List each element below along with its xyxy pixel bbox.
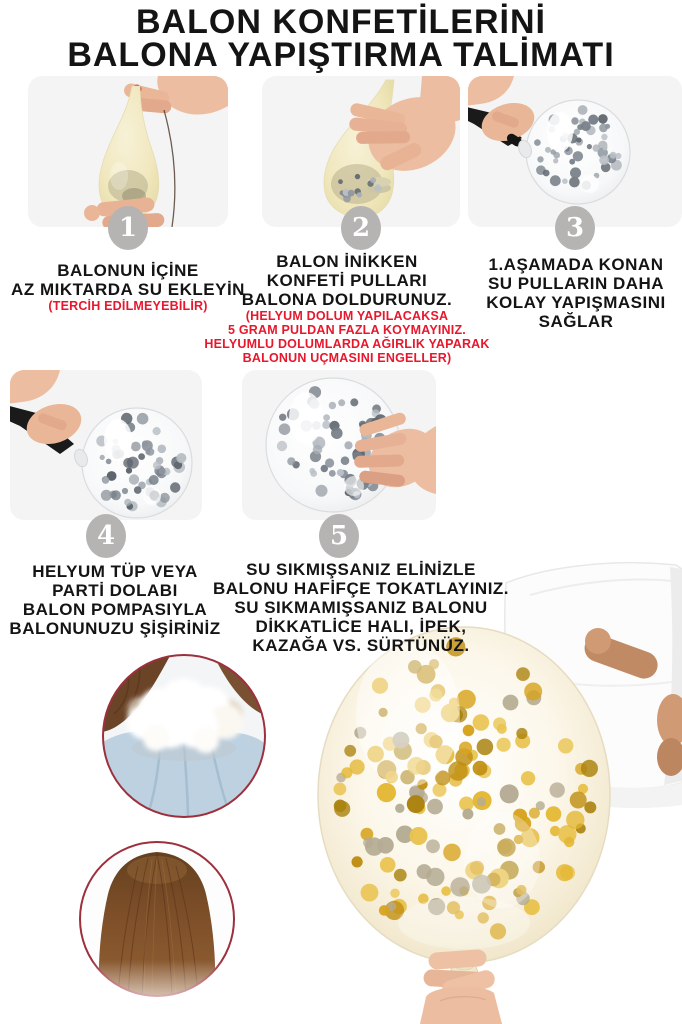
fade-out — [78, 960, 236, 1020]
finger — [356, 131, 410, 144]
finger — [354, 454, 404, 468]
caption-line: BALON İNİKKEN — [276, 252, 418, 271]
caption-note-line: HELYUMLU DOLUMLARDA AĞIRLIK YAPARAK — [204, 337, 490, 351]
photo-hair-circle — [78, 840, 236, 1020]
caption-line: 1.AŞAMADA KONAN — [488, 255, 664, 274]
shine — [547, 112, 573, 152]
shine — [356, 643, 460, 787]
step-3-number — [555, 206, 595, 250]
caption-line: SU PULLARIN DAHA — [487, 274, 665, 293]
balloon-string — [164, 110, 175, 227]
photo-step-4-inflating-balloon — [10, 370, 202, 520]
step2-illustration — [262, 76, 460, 227]
step4-illustration — [10, 370, 202, 520]
caption-line: SU SIKMIŞSANIZ ELİNİZLE — [246, 560, 476, 579]
fur-photo — [100, 652, 268, 820]
caption-note-line: 5 GRAM PULDAN FAZLA KOYMAYINIZ. — [228, 323, 466, 337]
photo-fur-collar-circle — [100, 652, 268, 820]
caption-note-line: (TERCİH EDİLMEYEBİLİR) — [48, 299, 208, 313]
arm — [10, 370, 60, 404]
step-2-number — [341, 206, 381, 250]
shine — [143, 487, 161, 505]
arm — [468, 76, 514, 106]
step1-illustration — [28, 76, 228, 227]
caption-line: PARTİ DOLABI — [52, 581, 178, 600]
caption-line: BALONUN İÇİNE — [57, 261, 199, 280]
shine — [289, 392, 323, 444]
step-3-caption — [486, 255, 666, 331]
step-number-label: 4 — [96, 521, 116, 551]
step-2-caption — [204, 252, 489, 365]
step-5-caption — [213, 560, 509, 655]
shine — [110, 162, 128, 190]
photo-step-2-confetti-fill — [262, 76, 460, 227]
caption-line: BALON POMPASIYLA — [22, 600, 208, 619]
shine — [581, 175, 599, 193]
caption-line: BALONUNUZU ŞİŞİRİNİZ — [9, 619, 221, 638]
shine — [464, 812, 540, 908]
photo-step-5-patting-balloon — [242, 370, 436, 520]
caption-line: BALONA DOLDURUNUZ. — [241, 290, 453, 309]
step-number-label: 3 — [565, 213, 585, 243]
caption-line: KAZAĞA VS. SÜRTÜNÜZ. — [252, 636, 470, 655]
shine — [104, 419, 132, 461]
title-line-2: BALONA YAPIŞTIRMA TALİMATI — [67, 36, 615, 74]
photo-step-3-inflated-balloon — [468, 76, 682, 227]
caption-line: KOLAY YAPIŞMASINI — [486, 293, 666, 312]
caption-line: SAĞLAR — [538, 312, 614, 331]
fingertip — [84, 205, 100, 221]
caption-line: SU SIKMAMIŞSANIZ BALONU — [234, 598, 488, 617]
shine — [398, 897, 530, 949]
caption-line: DİKKATLİCE HALI, İPEK, — [255, 617, 467, 636]
step-number-label: 2 — [351, 213, 371, 243]
caption-line: BALONU HAFİFÇE TOKATLAYINIZ. — [212, 579, 510, 598]
caption-note-line: (HELYUM DOLUM YAPILACAKSA — [245, 309, 449, 323]
step-number-label: 5 — [329, 521, 349, 551]
step-1-number — [108, 206, 148, 250]
caption-line: AZ MIKTARDA SU EKLEYİN — [11, 280, 245, 299]
photo-step-1-water-balloon — [28, 76, 228, 227]
caption-note-line: BALONUN UÇMASINI ENGELLER) — [242, 351, 452, 365]
step-4-caption — [9, 562, 220, 638]
step-5-number — [319, 514, 359, 558]
caption-line: KONFETİ PULLARI — [266, 271, 428, 290]
step-4-number — [86, 514, 126, 558]
caption-line: HELYUM TÜP VEYA — [32, 562, 198, 581]
page-title — [0, 3, 682, 74]
step3-illustration — [468, 76, 682, 227]
step-number-label: 1 — [118, 213, 138, 243]
title-line-1: BALON KONFETİLERİNİ — [136, 3, 546, 41]
step5-illustration — [242, 370, 436, 520]
